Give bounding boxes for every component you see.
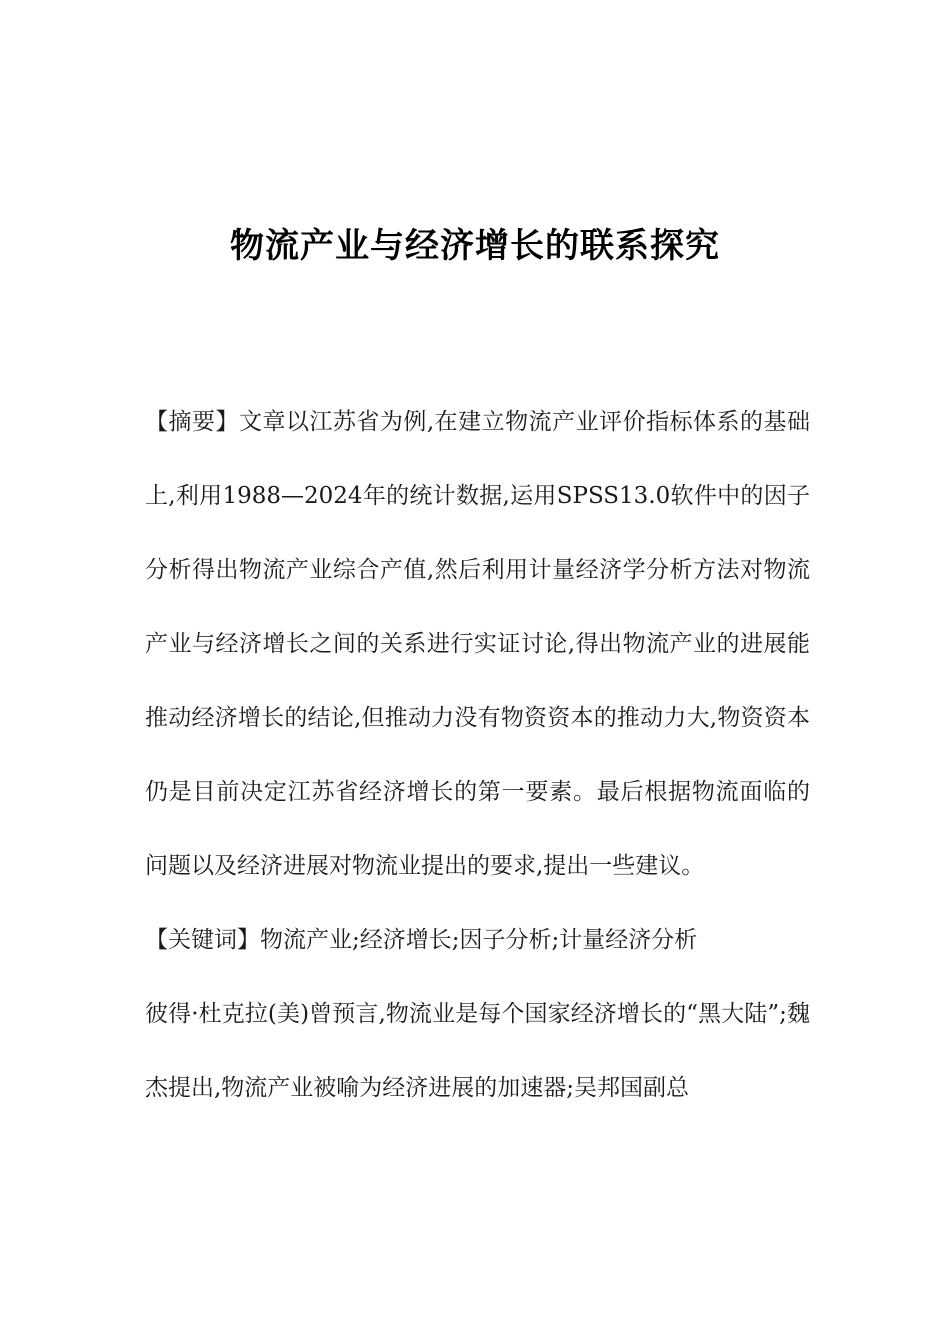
abstract-label: 【摘要】 — [145, 409, 239, 435]
keywords-label: 【关键词】 — [145, 927, 260, 953]
keywords-paragraph — [145, 903, 810, 977]
document-title: 物流产业与经济增长的联系探究 — [230, 226, 720, 266]
intro-paragraph: 彼得·杜克拉(美)曾预言,物流业是每个国家经济增长的“黑大陆”;魏杰提出,物流产业被喻为经济进展的加速器;吴邦国副总 — [145, 1001, 810, 1101]
abstract-text: 文章以江苏省为例,在建立物流产业评价指标体系的基础上,利用1988—2024年的统计数据,运用SPSS13.0软件中的因子分析得出物流产业综合产值,然后利用计量经济学分析方法对物流产业与经济增长之间的关系进行实证讨论,得出物流产业的进展能推动经济增长的结论,但推动力没有物资资本的推动力大,物资资本仍是目前决定江苏省经济增长的第一要素。最后根据物流面临的问题以及经济进展对物流业提出的要求,提出一些建议。 — [145, 409, 811, 879]
keywords-text: 物流产业;经济增长;因子分析;计量经济分析 — [260, 927, 698, 953]
document-body — [145, 385, 810, 1125]
abstract-paragraph — [145, 385, 810, 903]
